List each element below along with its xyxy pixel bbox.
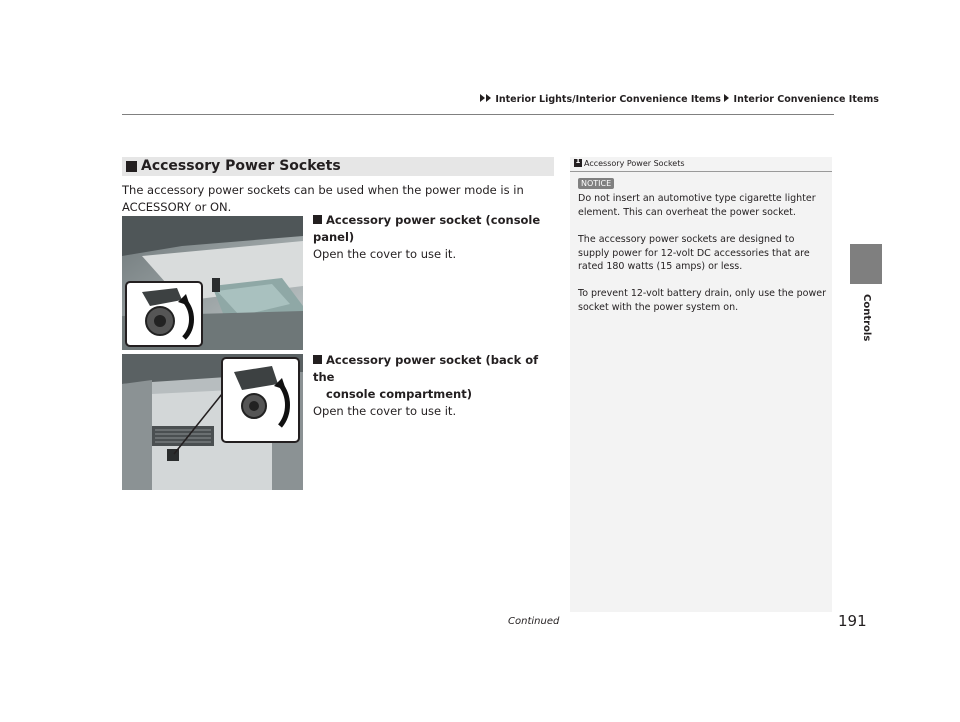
note-paragraph: The accessory power sockets are designed to supply power for 12-volt DC accessories that are rated 180 watts (15 amps) or less.	[578, 234, 810, 272]
section-title: Accessory Power Sockets	[141, 158, 341, 174]
item-text: Open the cover to use it.	[313, 247, 457, 261]
breadcrumb-item[interactable]: Interior Lights/Interior Convenience Items	[495, 94, 721, 105]
item-heading-continued: console compartment)	[326, 387, 472, 401]
notice-badge: NOTICE	[578, 178, 614, 189]
item-text: Open the cover to use it.	[313, 404, 457, 418]
note-title-text: Accessory Power Sockets	[584, 159, 685, 168]
sidebar-note	[570, 157, 832, 612]
note-title[interactable]	[574, 159, 685, 168]
note-paragraph: Do not insert an automotive type cigarette lighter element. This can overheat the power socket.	[578, 193, 816, 218]
item-heading-text: Accessory power socket (back of the	[313, 353, 539, 384]
square-bullet-icon	[313, 215, 322, 224]
page-number: 191	[838, 612, 867, 630]
square-bullet-icon	[313, 355, 322, 364]
item-heading-text: Accessory power socket (console panel)	[313, 213, 541, 244]
breadcrumb	[480, 94, 879, 105]
console-socket-photo	[122, 216, 303, 350]
reference-icon	[574, 159, 582, 167]
chapter-tab[interactable]	[850, 244, 882, 284]
breadcrumb-item[interactable]: Interior Convenience Items	[733, 94, 879, 105]
arrow-icon	[486, 94, 491, 102]
item-heading	[313, 212, 558, 246]
chapter-label	[848, 290, 884, 350]
console-socket-item	[313, 212, 558, 263]
arrow-icon	[480, 94, 485, 102]
chapter-label-text: Controls	[861, 294, 872, 342]
arrow-icon	[724, 94, 729, 102]
note-paragraph: To prevent 12-volt battery drain, only use the power socket with the power system on.	[578, 288, 826, 313]
square-bullet-icon	[126, 161, 137, 172]
note-divider	[570, 171, 832, 172]
section-intro: The accessory power sockets can be used when the power mode is in ACCESSORY or ON.	[122, 183, 524, 214]
item-heading	[313, 352, 558, 386]
rear-socket-item	[313, 352, 558, 420]
rear-console-socket-photo	[122, 354, 303, 490]
continued-label: Continued	[508, 616, 560, 627]
header-divider	[122, 114, 834, 115]
section-header	[122, 157, 554, 176]
